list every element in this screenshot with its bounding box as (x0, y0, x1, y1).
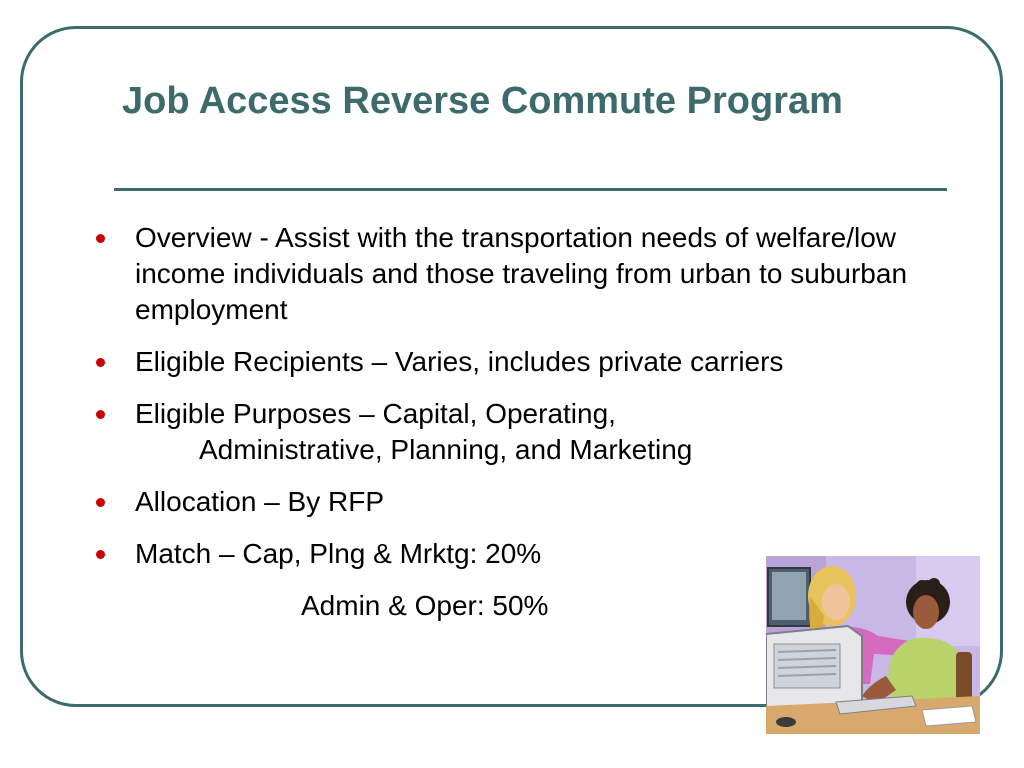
bullet-dot-icon (96, 358, 105, 367)
slide-title: Job Access Reverse Commute Program (122, 80, 843, 122)
bullet-continuation: Admin & Oper: 50% (301, 590, 549, 621)
bullet-item-eligible-recipients (96, 344, 936, 380)
bullet-text: Match – Cap, Plng & Mrktg: 20% (135, 538, 542, 569)
bullet-continuation: Administrative, Planning, and Marketing (199, 434, 693, 465)
title-divider (114, 188, 947, 191)
bullet-text: Allocation – By RFP (135, 486, 384, 517)
bullet-item-allocation (96, 484, 936, 520)
bullet-dot-icon (96, 550, 105, 559)
bullet-item-overview (96, 220, 936, 328)
bullet-dot-icon (96, 498, 105, 507)
bullet-text: Overview - Assist with the transportation needs of welfare/low income individuals and those traveling from urban to suburban employment (135, 222, 908, 325)
two-women-at-computer-illustration (766, 556, 980, 734)
bullet-item-eligible-purposes (96, 396, 936, 468)
bullet-dot-icon (96, 410, 105, 419)
bullet-dot-icon (96, 234, 105, 243)
bullet-text: Eligible Purposes – Capital, Operating, (135, 398, 616, 429)
bullet-text: Eligible Recipients – Varies, includes private carriers (135, 346, 784, 377)
